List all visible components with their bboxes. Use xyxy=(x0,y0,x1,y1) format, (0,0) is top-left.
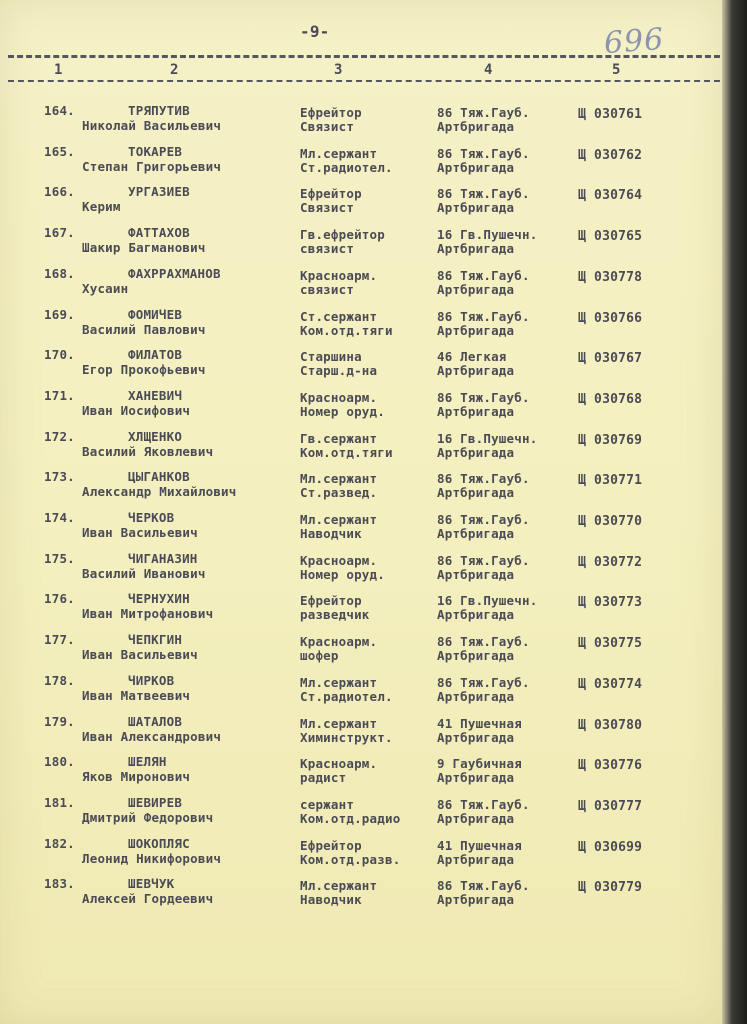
given-names: Хусаин xyxy=(82,280,129,296)
given-names: Шакир Багманович xyxy=(82,240,206,256)
given-names: Александр Михайлович xyxy=(82,484,237,500)
position: Наводчик xyxy=(300,526,362,541)
given-names: Василий Павлович xyxy=(82,321,206,337)
entry-number: 174. xyxy=(44,510,75,525)
rank: Мл.сержант xyxy=(300,674,378,690)
rank: Красноарм. xyxy=(300,756,378,772)
award-serial: Щ 030780 xyxy=(578,717,643,733)
unit-name: 86 Тяж.Гауб. xyxy=(437,308,530,324)
entry-number: 173. xyxy=(44,469,75,485)
position: Ком.отд.разв. xyxy=(300,851,401,867)
surname: ЧЕРКОВ xyxy=(128,510,175,525)
given-names: Иван Матвеевич xyxy=(82,687,191,703)
column-header-5: 5 xyxy=(612,62,621,78)
column-header-1: 1 xyxy=(54,62,63,78)
unit-type: Артбригада xyxy=(437,607,515,623)
unit-type: Артбригада xyxy=(437,241,515,257)
rank: Гв.ефрейтор xyxy=(300,227,385,243)
award-serial: Щ 030767 xyxy=(578,351,643,367)
rank: Гв.сержант xyxy=(300,430,378,446)
given-names: Иван Александрович xyxy=(82,728,222,744)
surname: ШОКОПЛЯС xyxy=(128,835,190,851)
given-names: Егор Прокофьевич xyxy=(82,362,206,378)
unit-name: 86 Тяж.Гауб. xyxy=(437,674,530,690)
unit-name: 86 Тяж.Гауб. xyxy=(437,267,530,283)
entry-number: 164. xyxy=(44,103,75,118)
unit-type: Артбригада xyxy=(437,444,515,460)
rank: сержант xyxy=(300,796,355,812)
list-item xyxy=(0,348,720,388)
surname: ШЕВЧУК xyxy=(128,876,175,892)
entry-number: 166. xyxy=(44,184,75,200)
award-serial: Щ 030777 xyxy=(578,798,643,814)
unit-type: Артбригада xyxy=(437,485,515,501)
given-names: Дмитрий Федорович xyxy=(82,809,214,825)
surname: ТРЯПУТИВ xyxy=(128,103,190,118)
surname: ФОМИЧЕВ xyxy=(128,306,183,322)
given-names: Иван Васильевич xyxy=(82,525,198,540)
position: Старш.д-на xyxy=(300,363,378,379)
award-serial: Щ 030779 xyxy=(578,880,643,896)
position: Химинструкт. xyxy=(300,729,393,745)
award-serial: Щ 030772 xyxy=(578,554,643,570)
entry-number: 170. xyxy=(44,347,75,363)
list-item xyxy=(0,267,720,307)
given-names: Василий Иванович xyxy=(82,565,206,581)
surname: ТОКАРЕВ xyxy=(128,143,183,159)
position: радист xyxy=(300,770,347,786)
position: Наводчик xyxy=(300,892,362,908)
list-item xyxy=(0,226,720,266)
rank: Красноарм. xyxy=(300,267,378,283)
unit-name: 41 Пушечная xyxy=(437,837,522,853)
given-names: Алексей Гордеевич xyxy=(82,891,214,907)
handwritten-archive-mark: 696 xyxy=(602,21,666,62)
given-names: Степан Григорьевич xyxy=(82,158,222,174)
rank: Ефрейтор xyxy=(300,186,362,202)
unit-name: 86 Тяж.Гауб. xyxy=(437,878,530,894)
unit-name: 86 Тяж.Гауб. xyxy=(437,471,530,487)
rank: Мл.сержант xyxy=(300,715,378,731)
page-edge-shadow xyxy=(722,0,747,1024)
rank: Ст.сержант xyxy=(300,308,378,324)
surname: ЧИГАНАЗИН xyxy=(128,550,198,566)
unit-type: Артбригада xyxy=(437,770,515,786)
award-serial: Щ 030778 xyxy=(578,269,643,285)
entry-number: 172. xyxy=(44,428,75,444)
page-number: -9- xyxy=(300,22,330,41)
given-names: Яков Миронович xyxy=(82,769,191,785)
list-item xyxy=(0,389,720,429)
list-item xyxy=(0,674,720,714)
surname: ХЛЩЕНКО xyxy=(128,428,183,444)
rank: Ефрейтор xyxy=(300,837,362,853)
unit-name: 86 Тяж.Гауб. xyxy=(437,552,530,568)
list-item xyxy=(0,552,720,592)
position: Номер оруд. xyxy=(300,403,385,419)
entry-number: 168. xyxy=(44,265,75,281)
rank: Мл.сержант xyxy=(300,145,378,161)
unit-type: Артбригада xyxy=(437,648,515,664)
position: Ком.отд.тяги xyxy=(300,322,393,338)
surname: ЦЫГАНКОВ xyxy=(128,469,190,485)
unit-type: Артбригада xyxy=(437,526,515,541)
list-item xyxy=(0,185,720,225)
entry-number: 181. xyxy=(44,794,75,810)
unit-name: 86 Тяж.Гауб. xyxy=(437,186,530,202)
given-names: Иван Митрофанович xyxy=(82,606,214,622)
entry-number: 175. xyxy=(44,550,75,566)
unit-type: Артбригада xyxy=(437,688,515,704)
unit-type: Артбригада xyxy=(437,119,515,134)
list-item xyxy=(0,145,720,185)
position: Связист xyxy=(300,200,355,216)
column-header-4: 4 xyxy=(484,62,493,78)
header-rule-top xyxy=(8,55,720,58)
rank: Красноарм. xyxy=(300,389,378,405)
rank: Старшина xyxy=(300,349,362,365)
unit-type: Артбригада xyxy=(437,810,515,826)
entry-number: 182. xyxy=(44,835,75,851)
unit-type: Артбригада xyxy=(437,566,515,582)
list-item xyxy=(0,592,720,632)
surname: ШЕЛЯН xyxy=(128,754,167,770)
surname: ХАНЕВИЧ xyxy=(128,387,183,403)
rank: Мл.сержант xyxy=(300,471,378,487)
surname: ЧИРКОВ xyxy=(128,672,175,688)
given-names: Иван Иосифович xyxy=(82,402,191,418)
unit-type: Артбригада xyxy=(437,892,515,908)
award-serial: Щ 030765 xyxy=(578,229,643,245)
entry-number: 167. xyxy=(44,225,75,241)
unit-type: Артбригада xyxy=(437,403,515,419)
position: разведчик xyxy=(300,607,370,623)
unit-type: Артбригада xyxy=(437,851,515,867)
unit-name: 86 Тяж.Гауб. xyxy=(437,389,530,405)
unit-name: 86 Тяж.Гауб. xyxy=(437,634,530,650)
position: Связист xyxy=(300,119,355,134)
list-item xyxy=(0,308,720,348)
entry-number: 176. xyxy=(44,591,75,607)
award-serial: Щ 030774 xyxy=(578,676,643,692)
given-names: Иван Васильевич xyxy=(82,647,198,663)
entry-number: 183. xyxy=(44,876,75,892)
award-serial: Щ 030761 xyxy=(578,107,643,122)
award-serial: Щ 030773 xyxy=(578,595,643,611)
header-rule-bottom xyxy=(8,80,720,82)
unit-type: Артбригада xyxy=(437,363,515,379)
position: Ст.развед. xyxy=(300,485,378,501)
award-serial: Щ 030776 xyxy=(578,758,643,774)
column-header-2: 2 xyxy=(170,62,179,78)
rank: Ефрейтор xyxy=(300,593,362,609)
position: связист xyxy=(300,281,355,297)
given-names: Керим xyxy=(82,199,121,215)
entry-number: 177. xyxy=(44,632,75,648)
unit-name: 41 Пушечная xyxy=(437,715,522,731)
unit-name: 86 Тяж.Гауб. xyxy=(437,796,530,812)
award-serial: Щ 030768 xyxy=(578,391,643,407)
unit-name: 86 Тяж.Гауб. xyxy=(437,512,530,527)
unit-type: Артбригада xyxy=(437,281,515,297)
entry-number: 165. xyxy=(44,143,75,159)
surname: ФИЛАТОВ xyxy=(128,347,183,363)
unit-type: Артбригада xyxy=(437,322,515,338)
rank: Мл.сержант xyxy=(300,512,378,527)
list-item xyxy=(0,877,720,917)
list-item xyxy=(0,796,720,836)
column-header-3: 3 xyxy=(334,62,343,78)
position: шофер xyxy=(300,648,339,664)
unit-type: Артбригада xyxy=(437,159,515,175)
unit-name: 9 Гаубичная xyxy=(437,756,522,772)
entry-number: 178. xyxy=(44,672,75,688)
entry-number: 169. xyxy=(44,306,75,322)
position: связист xyxy=(300,241,355,257)
surname: ФАТТАХОВ xyxy=(128,225,190,241)
unit-name: 86 Тяж.Гауб. xyxy=(437,145,530,161)
surname: УРГАЗИЕВ xyxy=(128,184,190,200)
unit-name: 46 Легкая xyxy=(437,349,507,365)
list-item xyxy=(0,755,720,795)
rank: Красноарм. xyxy=(300,634,378,650)
unit-type: Артбригада xyxy=(437,200,515,216)
list-item xyxy=(0,511,720,551)
position: Номер оруд. xyxy=(300,566,385,582)
award-serial: Щ 030764 xyxy=(578,188,643,204)
rank: Мл.сержант xyxy=(300,878,378,894)
entry-number: 179. xyxy=(44,713,75,729)
list-item xyxy=(0,430,720,470)
award-serial: Щ 030699 xyxy=(578,839,643,855)
unit-type: Артбригада xyxy=(437,729,515,745)
surname: ЧЕРНУХИН xyxy=(128,591,190,607)
unit-name: 16 Гв.Пушечн. xyxy=(437,430,538,446)
award-serial: Щ 030771 xyxy=(578,473,643,489)
award-serial: Щ 030770 xyxy=(578,514,643,529)
given-names: Николай Васильевич xyxy=(82,118,222,133)
award-serial: Щ 030762 xyxy=(578,147,643,163)
unit-name: 16 Гв.Пушечн. xyxy=(437,227,538,243)
list-item xyxy=(0,715,720,755)
surname: ЧЕПКГИН xyxy=(128,632,183,648)
rank: Ефрейтор xyxy=(300,105,362,120)
unit-name: 86 Тяж.Гауб. xyxy=(437,105,530,120)
list-item xyxy=(0,470,720,510)
award-serial: Щ 030769 xyxy=(578,432,643,448)
award-serial: Щ 030766 xyxy=(578,310,643,326)
entry-number: 180. xyxy=(44,754,75,770)
given-names: Василий Яковлевич xyxy=(82,443,214,459)
list-item xyxy=(0,837,720,877)
position: Ком.отд.радио xyxy=(300,810,401,826)
unit-name: 16 Гв.Пушечн. xyxy=(437,593,538,609)
position: Ст.радиотел. xyxy=(300,688,393,704)
given-names: Леонид Никифорович xyxy=(82,850,222,866)
list-item xyxy=(0,104,720,144)
position: Ст.радиотел. xyxy=(300,159,393,175)
list-item xyxy=(0,633,720,673)
entry-number: 171. xyxy=(44,387,75,403)
surname: ФАХРРАХМАНОВ xyxy=(128,265,221,281)
rank: Красноарм. xyxy=(300,552,378,568)
surname: ШЕВИРЕВ xyxy=(128,794,183,810)
position: Ком.отд.тяги xyxy=(300,444,393,460)
surname: ШАТАЛОВ xyxy=(128,713,183,729)
award-serial: Щ 030775 xyxy=(578,636,643,652)
